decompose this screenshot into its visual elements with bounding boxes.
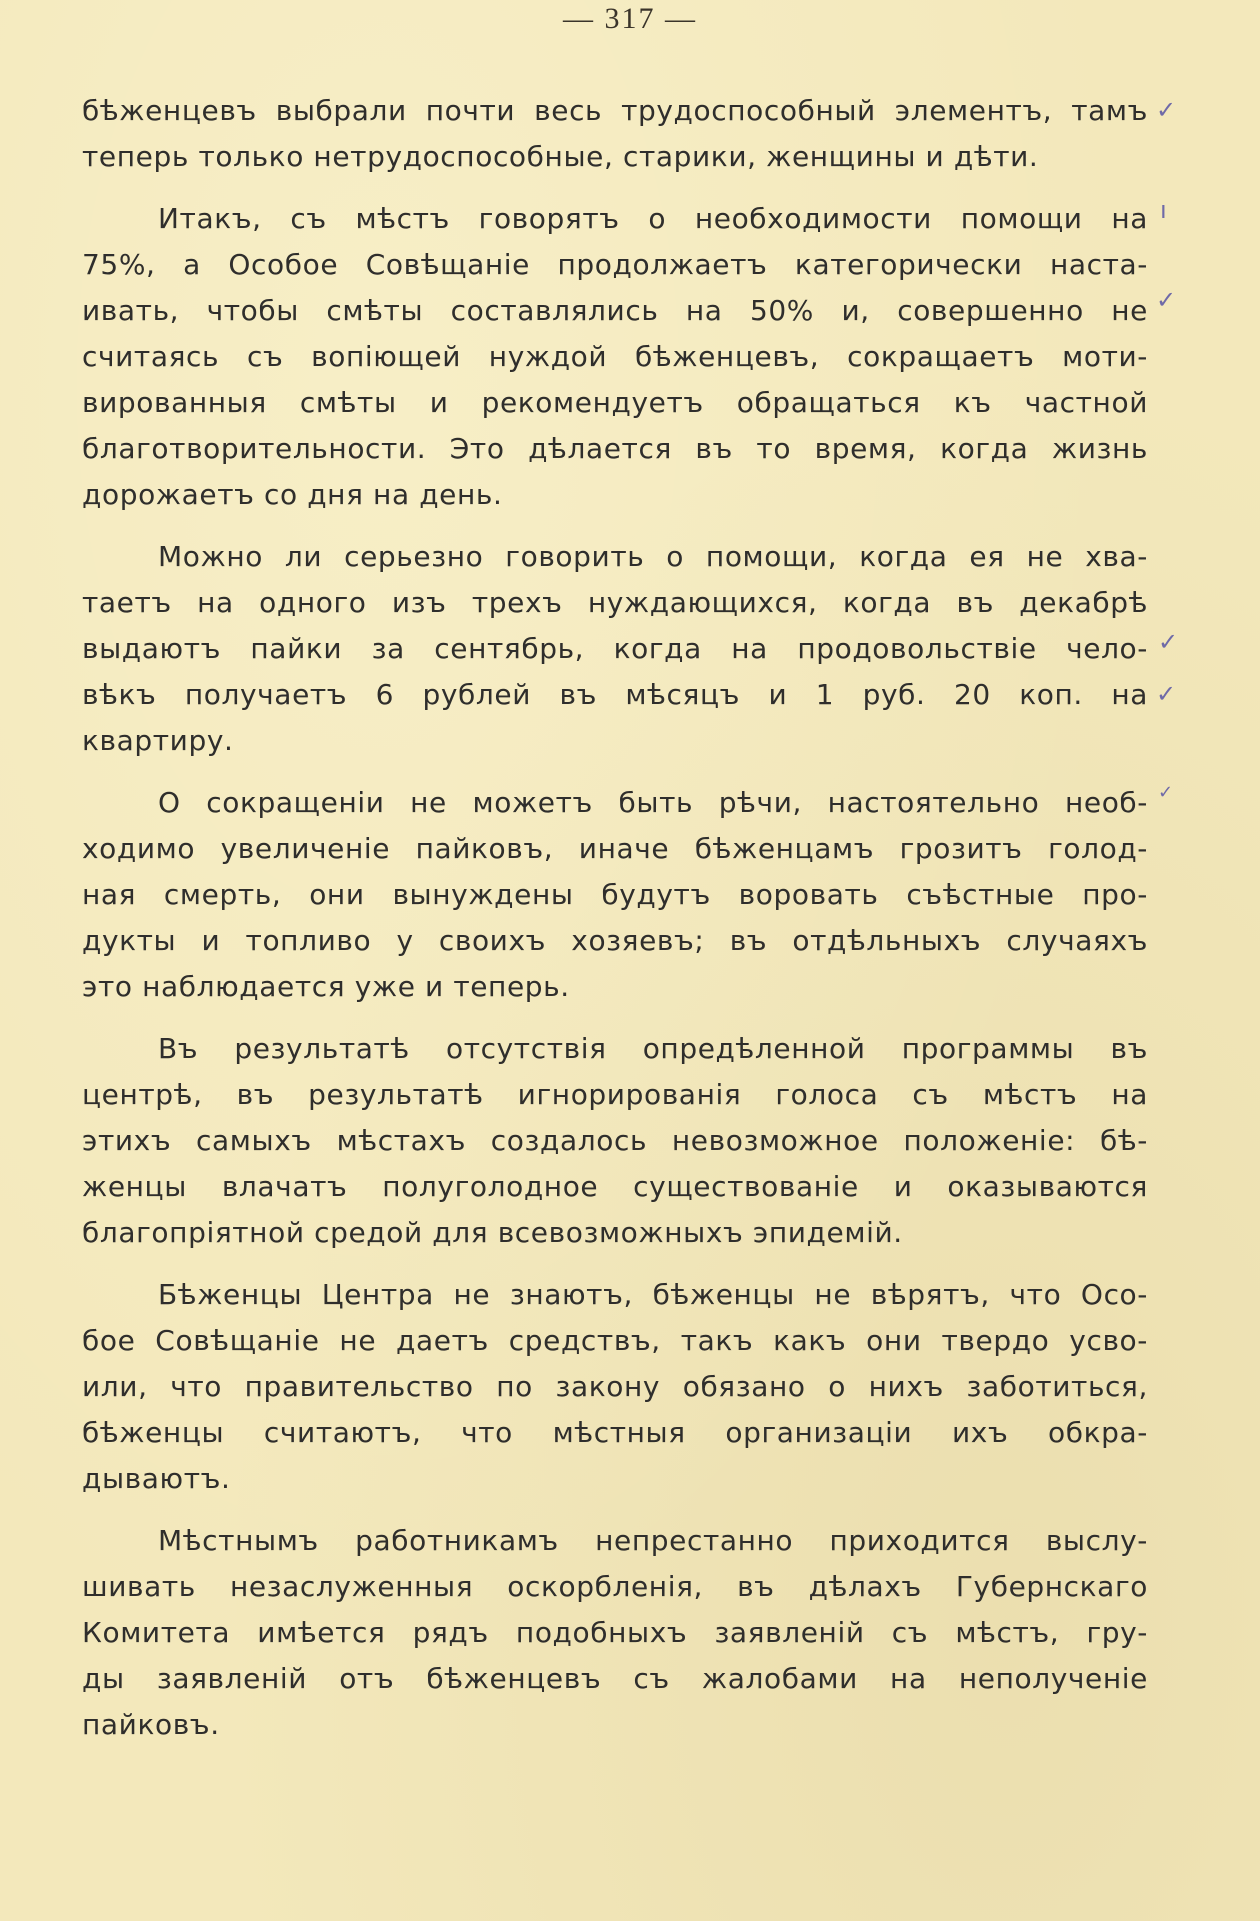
text-line: дываютъ. (82, 1462, 231, 1495)
text-line: центрѣ, въ результатѣ игнорированія голоса съ мѣстъ на (82, 1078, 1148, 1111)
text-line: дукты и топливо у своихъ хозяевъ; въ отдѣльныхъ случаяхъ (82, 924, 1148, 957)
text-line: женцы влачатъ полуголодное существованіе и оказываются (82, 1170, 1148, 1203)
paragraph-4 (82, 780, 1148, 1010)
text-line: ная смерть, они вынуждены будутъ воровать съѣстные про- (82, 878, 1148, 911)
margin-check-mark: ✓ (1156, 96, 1177, 124)
text-line: Комитета имѣется рядъ подобныхъ заявленій съ мѣстъ, гру- (82, 1616, 1148, 1649)
text-line: Въ результатѣ отсутствія опредѣленной программы въ (158, 1032, 1148, 1065)
text-line: Бѣженцы Центра не знаютъ, бѣженцы не вѣрятъ, что Осо- (158, 1278, 1148, 1311)
body-text (82, 88, 1148, 1764)
text-line: шивать незаслуженныя оскорбленія, въ дѣлахъ Губернскаго (82, 1570, 1148, 1603)
text-line: квартиру. (82, 724, 234, 757)
paragraph-1 (82, 88, 1148, 180)
page-number: — 317 — (563, 2, 697, 35)
text-line: бѣженцевъ выбрали почти весь трудоспособный элементъ, тамъ (82, 94, 1148, 127)
text-line: вѣкъ получаетъ 6 рублей въ мѣсяцъ и 1 руб. 20 коп. на (82, 678, 1148, 711)
text-line: или, что правительство по закону обязано о нихъ заботиться, (82, 1370, 1148, 1403)
text-line: бѣженцы считаютъ, что мѣстныя организаціи ихъ обкра- (82, 1416, 1148, 1449)
text-line: выдаютъ пайки за сентябрь, когда на продовольствіе чело- (82, 632, 1148, 665)
text-line: пайковъ. (82, 1708, 220, 1741)
paragraph-7 (82, 1518, 1148, 1748)
margin-check-mark: ✓ (1158, 782, 1174, 803)
text-line: это наблюдается уже и теперь. (82, 970, 570, 1003)
text-line: этихъ самыхъ мѣстахъ создалось невозможное положеніе: бѣ- (82, 1124, 1148, 1157)
margin-check-mark: ✓ (1158, 628, 1179, 656)
margin-check-mark: ✓ (1156, 680, 1177, 708)
text-line: Можно ли серьезно говорить о помощи, когда ея не хва- (158, 540, 1148, 573)
text-line: Мѣстнымъ работникамъ непрестанно приходится выслу- (158, 1524, 1148, 1557)
paragraph-2 (82, 196, 1148, 518)
text-line: таетъ на одного изъ трехъ нуждающихся, когда въ декабрѣ (82, 586, 1148, 619)
text-line: считаясь съ вопіющей нуждой бѣженцевъ, сокращаетъ моти- (82, 340, 1148, 373)
paragraph-6 (82, 1272, 1148, 1502)
text-line: благотворительности. Это дѣлается въ то время, когда жизнь (82, 432, 1148, 465)
text-line: вированныя смѣты и рекомендуетъ обращаться къ частной (82, 386, 1148, 419)
text-line: ивать, чтобы смѣты составлялись на 50% и, совершенно не (82, 294, 1148, 327)
margin-check-mark: ✓ (1156, 286, 1177, 314)
paragraph-5 (82, 1026, 1148, 1256)
text-line: О сокращеніи не можетъ быть рѣчи, настоятельно необ- (158, 786, 1148, 819)
text-line: теперь только нетрудоспособные, старики, женщины и дѣти. (82, 140, 1039, 173)
text-line: бое Совѣщаніе не даетъ средствъ, такъ какъ они твердо усво- (82, 1324, 1148, 1357)
text-line: ходимо увеличеніе пайковъ, иначе бѣженцамъ грозитъ голод- (82, 832, 1148, 865)
margin-tick-mark: ı (1160, 196, 1167, 224)
text-line: Итакъ, съ мѣстъ говорятъ о необходимости помощи на (158, 202, 1148, 235)
text-line: дорожаетъ со дня на день. (82, 478, 503, 511)
paragraph-3 (82, 534, 1148, 764)
text-line: 75%, а Особое Совѣщаніе продолжаетъ категорически наста- (82, 248, 1148, 281)
text-line: ды заявленій отъ бѣженцевъ съ жалобами на неполученіе (82, 1662, 1148, 1695)
text-line: благопріятной средой для всевозможныхъ эпидемій. (82, 1216, 903, 1249)
